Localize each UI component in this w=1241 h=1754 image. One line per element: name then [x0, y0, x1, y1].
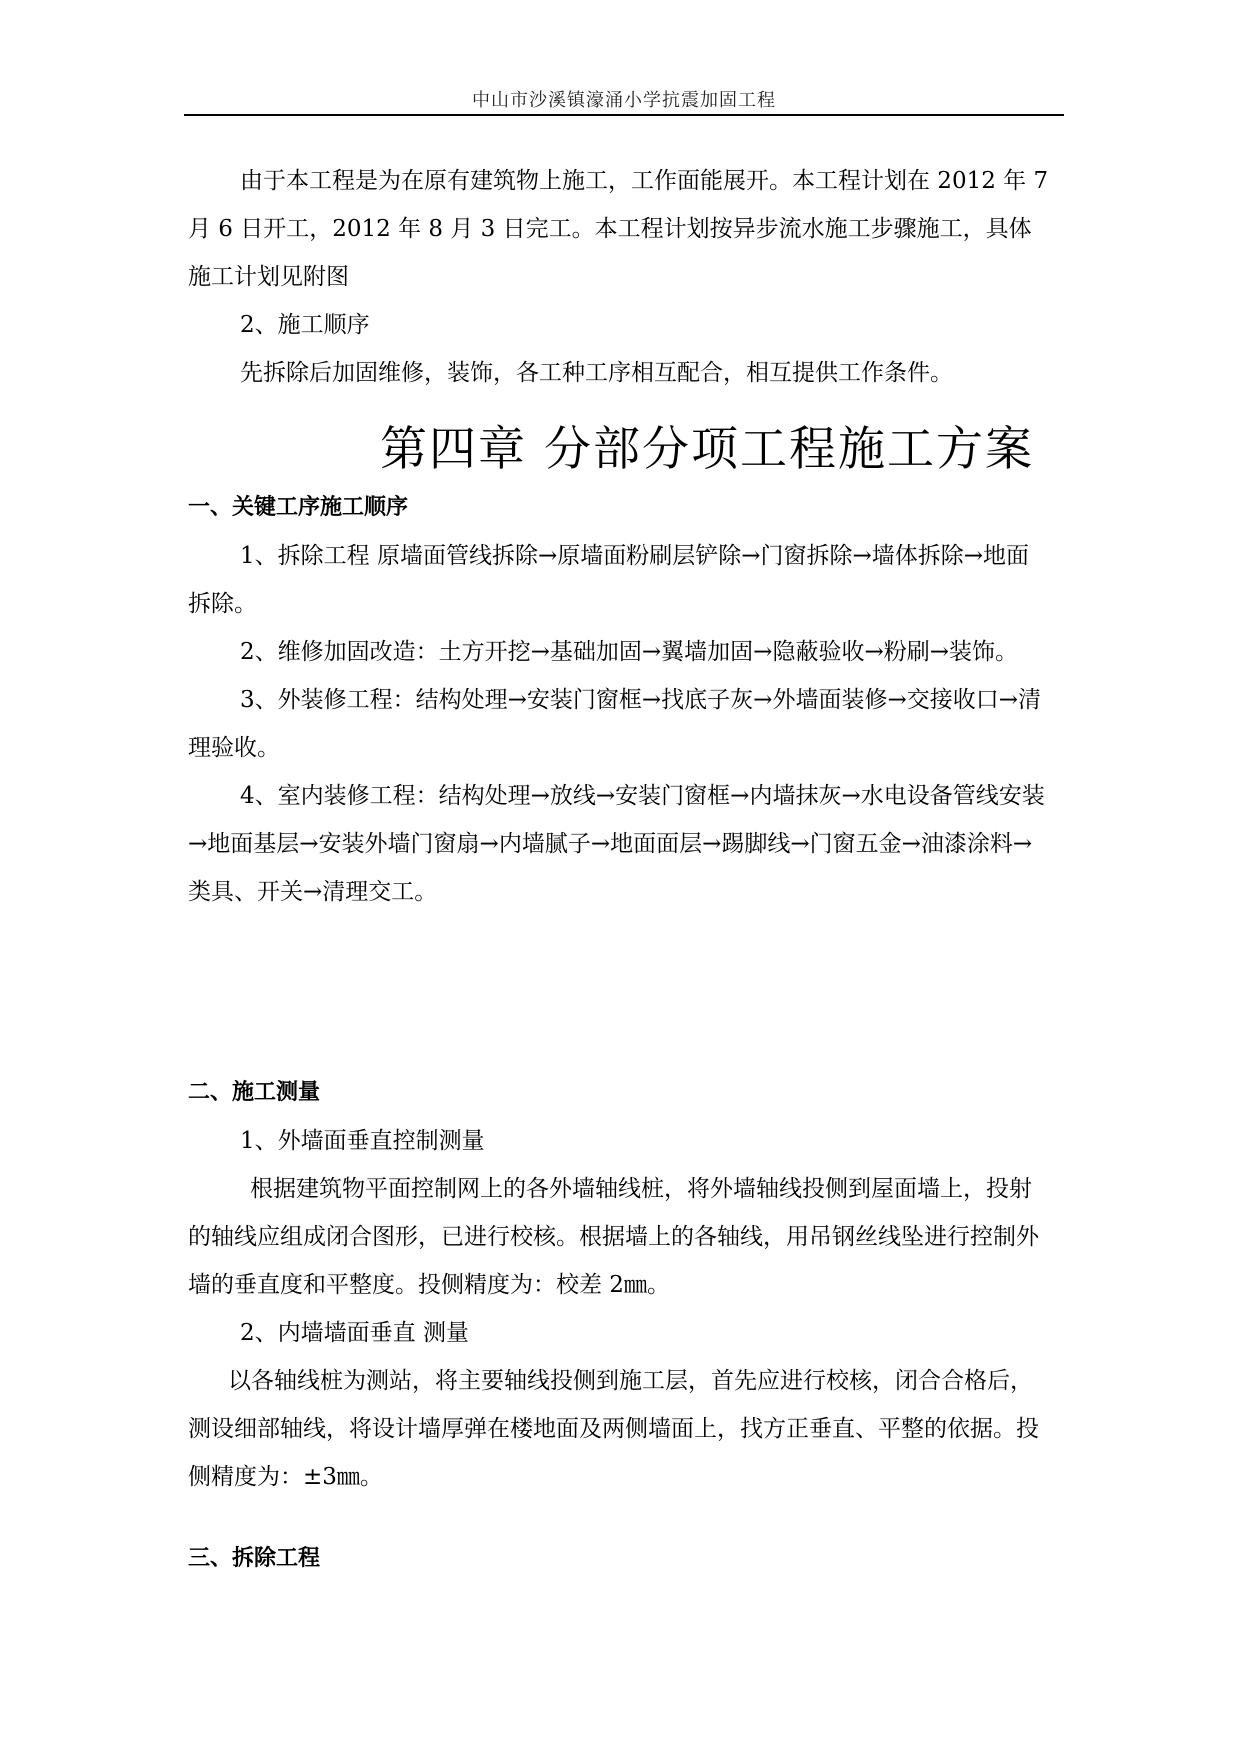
- section-1-item-4: 4、室内装修工程：结构处理→放线→安装门窗框→内墙抹灰→水电设备管线安装→地面基层→安装外墙门窗扇→内墙腻子→地面面层→踢脚线→门窗五金→油漆涂料→类具、开关→清理交工。: [188, 783, 1045, 905]
- section-3-heading: 三、拆除工程: [188, 1546, 321, 1571]
- section-1-item-3: 3、外装修工程：结构处理→安装门窗框→找底子灰→外墙面装修→交接收口→清理验收。: [188, 687, 1041, 761]
- section-1: [188, 484, 1052, 916]
- intro-paragraph: 由于本工程是为在原有建筑物上施工，工作面能展开。本工程计划在 2012 年 7 月 6 日开工，2012 年 8 月 3 日完工。本工程计划按异步流水施工步骤施工，具体施工计划见附图: [188, 168, 1049, 290]
- item-2-title: 2、施工顺序: [240, 312, 370, 338]
- intro-block: [188, 157, 1052, 397]
- item-2-text: 先拆除后加固维修，装饰，各工种工序相互配合，相互提供工作条件。: [240, 360, 953, 386]
- section-2: [188, 1069, 1052, 1501]
- section-3: [188, 1535, 1052, 1583]
- section-1-heading: 一、关键工序施工顺序: [188, 495, 409, 520]
- section-1-item-1: 1、拆除工程 原墙面管线拆除→原墙面粉刷层铲除→门窗拆除→墙体拆除→地面拆除。: [188, 543, 1030, 617]
- section-1-item-2: 2、维修加固改造：土方开挖→基础加固→翼墙加固→隐蔽验收→粉刷→装饰。: [240, 639, 1018, 665]
- page-header: 中山市沙溪镇濠涌小学抗震加固工程: [472, 90, 776, 111]
- section-2-sub-2-text: 以各轴线桩为测站，将主要轴线投侧到施工层，首先应进行校核，闭合合格后，测设细部轴线，将设计墙厚弹在楼地面及两侧墙面上，找方正垂直、平整的依据。投侧精度为：±3㎜。: [188, 1368, 1039, 1490]
- chapter-title: 第四章 分部分项工程施工方案: [380, 422, 1034, 477]
- header-rule: [184, 114, 1064, 116]
- section-2-sub-2-title: 2、内墙墙面垂直 测量: [240, 1320, 469, 1346]
- section-2-sub-1-title: 1、外墙面垂直控制测量: [240, 1128, 485, 1154]
- section-2-heading: 二、施工测量: [188, 1080, 321, 1105]
- section-2-sub-1-text: 根据建筑物平面控制网上的各外墙轴线桩，将外墙轴线投侧到屋面墙上，投射的轴线应组成闭合图形，已进行校核。根据墙上的各轴线，用吊钢丝线坠进行控制外墙的垂直度和平整度。投侧精度为：校差 2㎜。: [188, 1176, 1039, 1298]
